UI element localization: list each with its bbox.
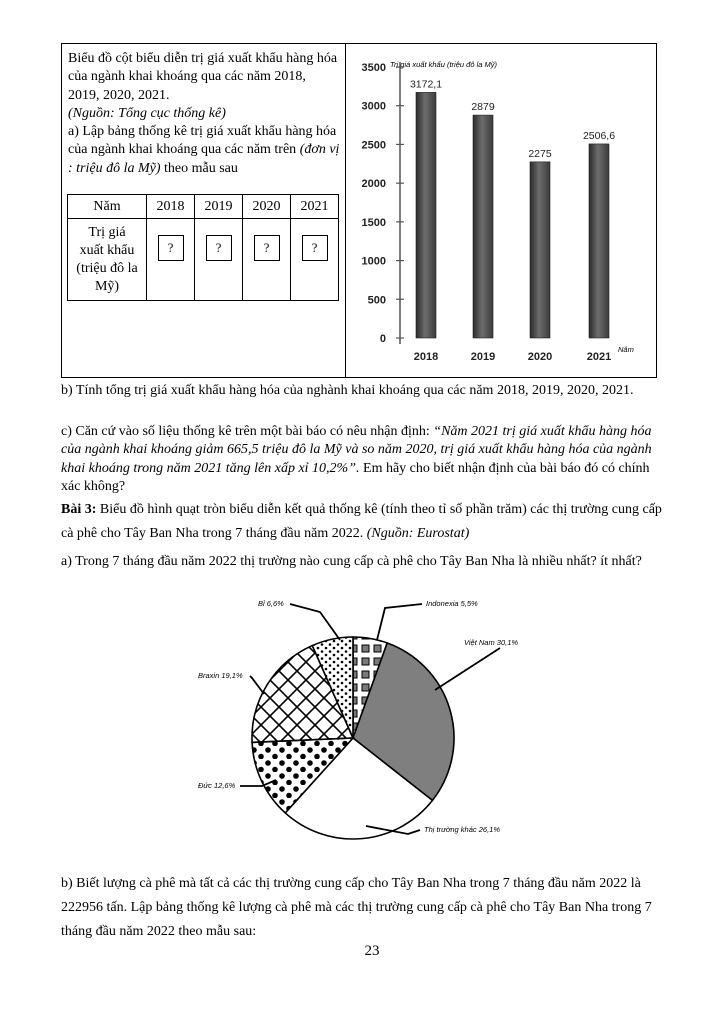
bar-value-label: 2275 — [528, 147, 552, 160]
y-tick-label: 3500 — [361, 62, 386, 74]
y-tick-label: 2000 — [361, 178, 386, 191]
pie-leader-line — [290, 604, 340, 640]
bar-value-label: 3172,1 — [409, 78, 443, 91]
task-a — [68, 123, 340, 178]
pie-label-Thị trường khác: Thị trường khác 26,1% — [424, 825, 500, 834]
header-2021: 2021 — [291, 195, 339, 219]
row-label-2: (triệu đô la Mỹ) — [76, 260, 138, 294]
bar-2018 — [416, 92, 436, 338]
intro-source: (Nguồn: Tổng cục thống kê) — [68, 105, 226, 121]
placeholder-box: ? — [254, 235, 280, 261]
y-axis-label: Trị giá xuất khẩu (triệu đô la Mỹ) — [390, 60, 497, 69]
bai3-source: (Nguồn: Eurostat) — [366, 526, 470, 541]
bar-2019 — [473, 115, 493, 338]
task-a-post: theo mẫu sau — [160, 160, 238, 176]
bar-value-label: 2879 — [471, 101, 495, 114]
pie-leader-line — [250, 676, 264, 694]
cell-2018 — [147, 219, 195, 301]
header-2018: 2018 — [147, 195, 195, 219]
x-axis-label: Năm — [618, 345, 634, 354]
bai3-part-a: a) Trong 7 tháng đầu năm 2022 thị trường nào cung cấp cà phê cho Tây Ban Nha là nhiều nhất? ít nhất? — [61, 554, 642, 569]
x-tick-label: 2020 — [527, 351, 553, 363]
bai3-text — [61, 498, 671, 546]
intro-line: Biểu đồ cột biểu diễn trị giá xuất khẩu hàng hóa của ngành khai khoáng qua các năm 2018, 2019, 2020, 2021. — [68, 51, 338, 103]
y-tick-label: 500 — [367, 294, 386, 307]
bai3-title: Bài 3: — [61, 502, 97, 517]
part-b-text: b) Tính tổng trị giá xuất khẩu hàng hóa của nghành khai khoáng qua các năm 2018, 2019, 2020, 2021. — [61, 383, 634, 398]
placeholder-box: ? — [158, 235, 184, 261]
bar-value-label: 2506,6 — [582, 129, 616, 142]
coffee-pie-chart — [180, 590, 560, 850]
export-bar-chart — [346, 44, 654, 376]
part-c-text — [61, 423, 671, 496]
y-tick-label: 0 — [379, 333, 386, 345]
x-tick-label: 2019 — [470, 351, 496, 363]
page-number: 23 — [364, 943, 380, 959]
y-tick-label: 1000 — [361, 255, 386, 268]
bar-2020 — [530, 162, 550, 338]
header-year: Năm — [68, 195, 147, 219]
y-tick-label: 3000 — [361, 100, 386, 113]
row-label — [68, 219, 147, 301]
bai3-part-b: b) Biết lượng cà phê mà tất cả các thị trường cung cấp cho Tây Ban Nha trong 7 tháng đầu năm 2022 là 222956 tấn. Lập bảng thống kê lượng cà phê mà các thị trường cung cấp cà phê cho Tây Ban Nha trong 7 tháng đầu năm 2022 theo mẫu sau: — [61, 876, 652, 939]
intro-text — [68, 50, 340, 178]
placeholder-box: ? — [302, 235, 328, 261]
placeholder-box: ? — [206, 235, 232, 261]
pie-label-Bỉ: Bỉ 6,6% — [258, 599, 284, 608]
pie-leader-line — [377, 604, 422, 640]
task-a-unit: (đơn vị : triệu đô la Mỹ) — [68, 142, 340, 176]
y-tick-label: 2500 — [361, 139, 386, 152]
pie-label-Braxin: Braxin 19,1% — [198, 671, 243, 680]
task-a-pre: a) Lập bảng thống kê trị giá xuất khẩu hàng hóa của ngành khai khoáng qua các năm trên — [68, 124, 337, 158]
y-tick-label: 1500 — [361, 216, 386, 229]
cell-2020 — [243, 219, 291, 301]
pie-leader-line — [435, 648, 500, 690]
template-table — [67, 194, 339, 301]
x-tick-label: 2021 — [586, 351, 612, 363]
part-c-post: Em hãy cho biết nhận định của bài báo đó có chính xác không? — [61, 460, 650, 494]
bai3-part-a-block — [61, 550, 671, 573]
bai3-body: Biểu đồ hình quạt tròn biểu diễn kết quả thống kê (tính theo tỉ số phần trăm) các thị trường cung cấp cà phê cho Tây Ban Nha trong 7 tháng đầu năm 2022. — [61, 502, 662, 541]
header-2019: 2019 — [195, 195, 243, 219]
pie-label-Việt Nam: Việt Nam 30,1% — [464, 638, 519, 647]
bar-2021 — [589, 144, 609, 338]
pie-label-Đức: Đức 12,6% — [198, 781, 236, 790]
header-2020: 2020 — [243, 195, 291, 219]
x-tick-label: 2018 — [413, 351, 439, 363]
cell-2019 — [195, 219, 243, 301]
row-label-1: Trị giá xuất khẩu — [79, 224, 135, 258]
part-b-block — [61, 382, 671, 400]
cell-2021 — [291, 219, 339, 301]
bai3-part-b-block — [61, 872, 671, 944]
part-c-quote: “Năm 2021 trị giá xuất khẩu hàng hóa của ngành khai khoáng giảm 665,5 triệu đô la Mỹ và so năm 2020, trị giá xuất khẩu hàng hóa của ngành khai khoáng trong năm 2021 tăng lên xấp xỉ 10,2%”. — [61, 424, 652, 476]
bai3-block — [61, 498, 671, 546]
part-c-pre: c) Căn cứ vào số liệu thống kê trên một bài báo có nêu nhận định: — [61, 424, 434, 439]
pie-label-Indonexia: Indonexia 5,5% — [426, 599, 478, 608]
part-c-block — [61, 423, 671, 496]
